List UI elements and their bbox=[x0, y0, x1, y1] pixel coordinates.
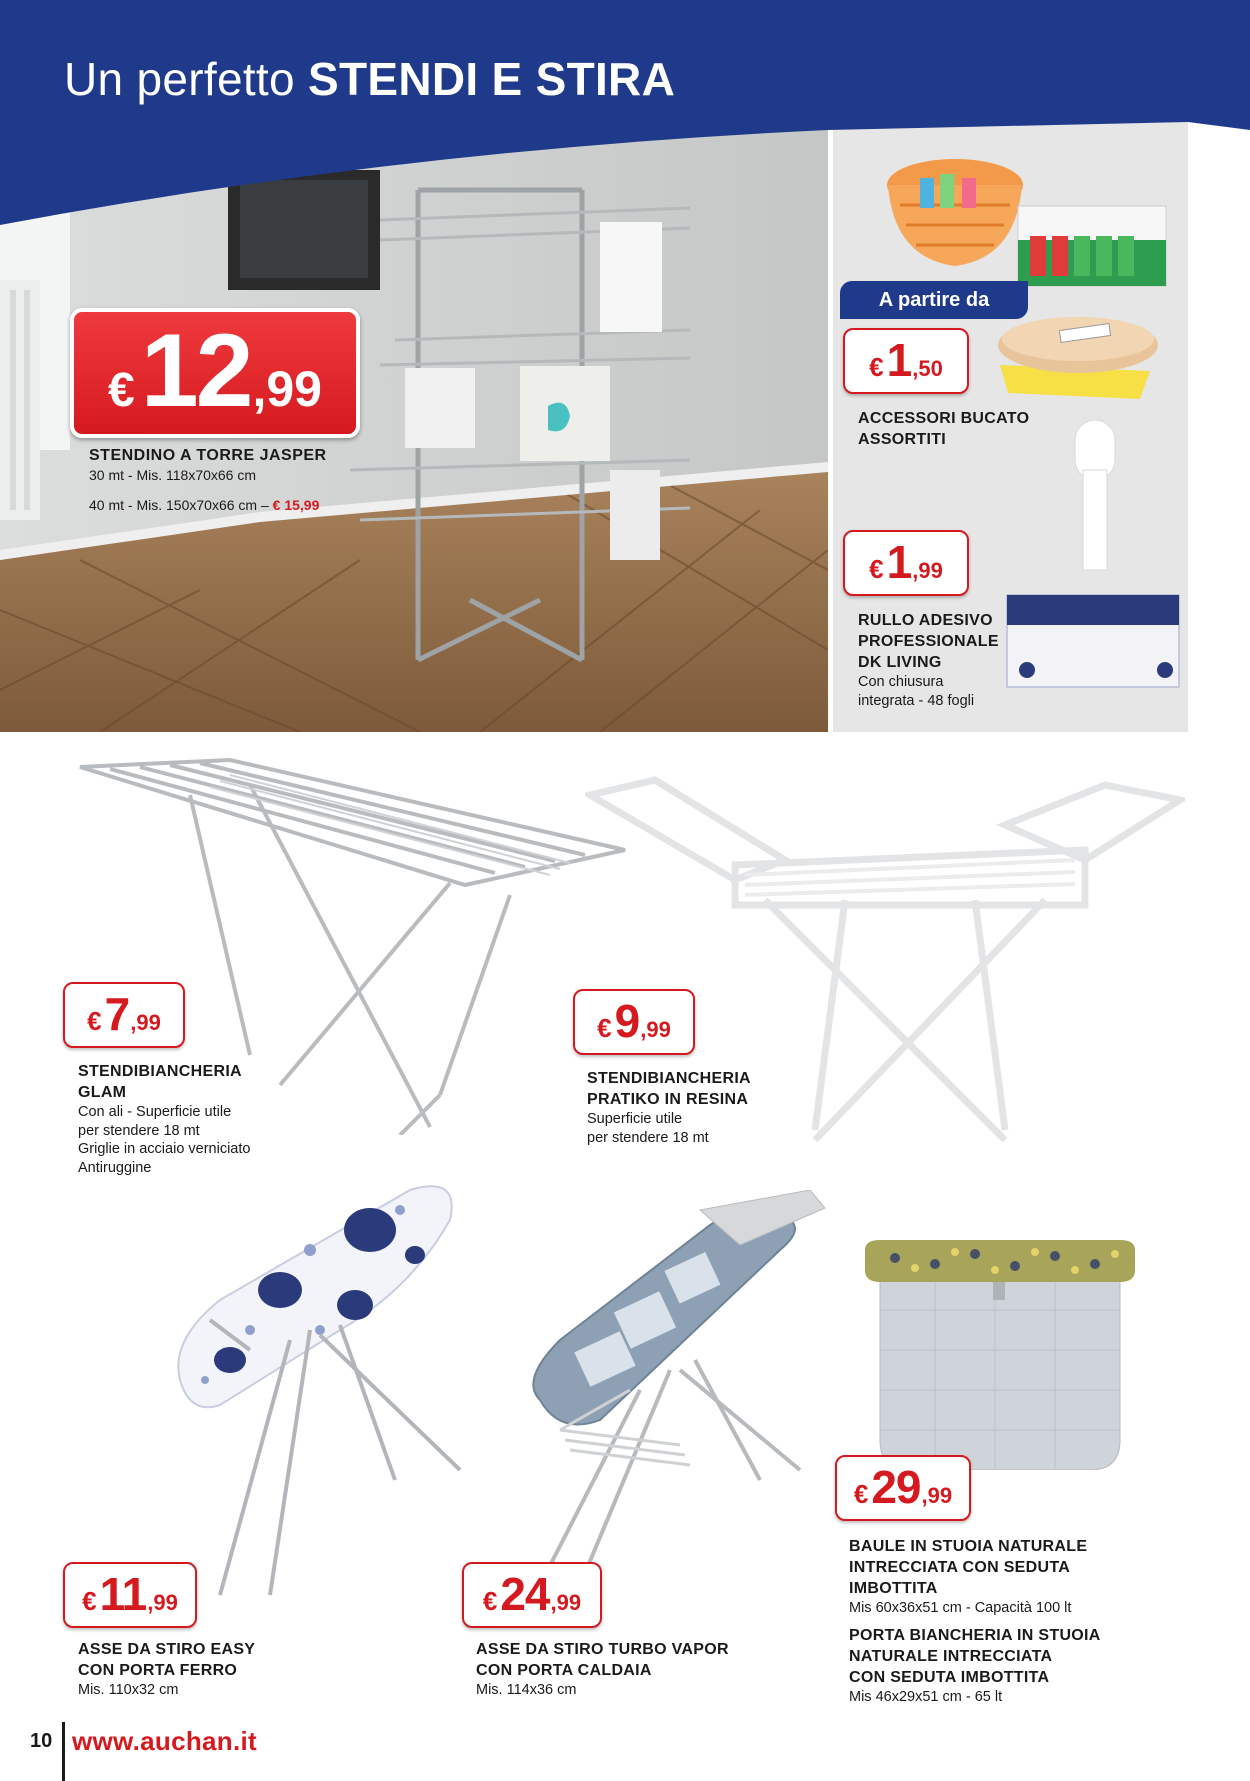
price-decimal: ,99 bbox=[640, 1017, 671, 1042]
product-info-rullo bbox=[858, 610, 999, 710]
product-desc-line: Antiruggine bbox=[78, 1159, 152, 1176]
product-name-line: INTRECCIATA CON SEDUTA bbox=[849, 1559, 1071, 1576]
price-tag-turbo bbox=[462, 1562, 602, 1628]
product-name-line: CON PORTA CALDAIA bbox=[476, 1662, 652, 1679]
product-name-line: BAULE IN STUOIA NATURALE bbox=[849, 1538, 1088, 1555]
price-integer: 1 bbox=[886, 536, 912, 588]
product-info-pratiko bbox=[587, 1068, 751, 1147]
hero-product-name: STENDINO A TORRE JASPER bbox=[89, 447, 327, 464]
product-name-line: PROFESSIONALE bbox=[858, 633, 999, 650]
product-name-line: RULLO ADESIVO bbox=[858, 612, 993, 629]
accessori-bucato-image bbox=[880, 150, 1170, 290]
hero-product-spec-1: 30 mt - Mis. 118x70x66 cm bbox=[89, 467, 257, 483]
price-decimal: ,99 bbox=[252, 361, 322, 417]
hero-spec-2-text: 40 mt - Mis. 150x70x66 cm – bbox=[89, 497, 273, 513]
product-name-line: ASSE DA STIRO TURBO VAPOR bbox=[476, 1641, 729, 1658]
price-tag-accessori bbox=[843, 328, 969, 394]
price-currency: € bbox=[108, 364, 135, 417]
hero-product-info bbox=[89, 447, 327, 513]
product-desc-line: Mis. 110x32 cm bbox=[78, 1682, 179, 1698]
product-name-line: IMBOTTITA bbox=[849, 1580, 938, 1597]
product-name-line: PORTA BIANCHERIA IN STUOIA bbox=[849, 1626, 1101, 1644]
website-link[interactable]: www.auchan.it bbox=[72, 1726, 257, 1756]
product-name-line: DK LIVING bbox=[858, 654, 942, 671]
product-desc-line: Superficie utile bbox=[587, 1111, 683, 1127]
price-currency: € bbox=[87, 1006, 102, 1036]
price-tag-pratiko bbox=[573, 989, 695, 1055]
product-desc-line: Mis 46x29x51 cm - 65 lt bbox=[849, 1688, 1003, 1705]
footer-divider bbox=[62, 1722, 65, 1781]
product-name-line: ASSE DA STIRO EASY bbox=[78, 1641, 256, 1658]
product-name-line: GLAM bbox=[78, 1084, 127, 1101]
price-decimal: ,99 bbox=[912, 558, 943, 583]
spazzola-image bbox=[990, 305, 1170, 405]
price-currency: € bbox=[869, 554, 884, 584]
price-tag-easy bbox=[63, 1562, 197, 1628]
product-name-line: NATURALE INTRECCIATA bbox=[849, 1647, 1053, 1665]
price-integer: 11 bbox=[99, 1568, 147, 1620]
product-name-line: STENDIBIANCHERIA bbox=[78, 1063, 242, 1080]
price-currency: € bbox=[597, 1013, 612, 1043]
rullo-adesivo-image bbox=[1005, 420, 1185, 695]
product-name-line: ACCESSORI BUCATO bbox=[858, 410, 1030, 427]
price-tag-rullo bbox=[843, 530, 969, 596]
price-tag-glam bbox=[63, 982, 185, 1048]
price-tag-baule bbox=[835, 1455, 971, 1521]
product-info-easy bbox=[78, 1639, 255, 1700]
hero-spec-2-price: € 15,99 bbox=[272, 497, 320, 513]
product-info-accessori bbox=[858, 408, 1029, 450]
price-decimal: ,99 bbox=[147, 1590, 178, 1615]
price-currency: € bbox=[869, 352, 884, 382]
product-info-glam bbox=[78, 1061, 250, 1177]
price-decimal: ,99 bbox=[550, 1590, 582, 1615]
page-title bbox=[64, 52, 675, 106]
product-desc-line: per stendere 18 mt bbox=[587, 1129, 709, 1146]
hero-product-spec-2 bbox=[89, 497, 327, 513]
price-decimal: ,50 bbox=[912, 356, 943, 381]
price-decimal: ,99 bbox=[921, 1483, 953, 1508]
product-desc-line: integrata - 48 fogli bbox=[858, 692, 975, 709]
page-title-plain: Un perfetto bbox=[64, 53, 308, 105]
product-desc-line: Mis 60x36x51 cm - Capacità 100 lt bbox=[849, 1600, 1072, 1616]
price-integer: 9 bbox=[614, 995, 640, 1047]
price-integer: 7 bbox=[104, 988, 130, 1040]
product-desc-line: Con ali - Superficie utile bbox=[78, 1104, 232, 1120]
from-price-badge: A partire da bbox=[840, 281, 1028, 319]
product-desc-line: Mis. 114x36 cm bbox=[476, 1682, 577, 1698]
asse-stiro-turbo-image bbox=[520, 1190, 840, 1590]
product-name-line: ASSORTITI bbox=[858, 431, 947, 448]
product-desc-line: Con chiusura bbox=[858, 674, 944, 690]
product-desc-line: per stendere 18 mt bbox=[78, 1122, 200, 1139]
price-integer: 24 bbox=[500, 1568, 550, 1620]
price-integer: 12 bbox=[140, 313, 251, 429]
baule-stuoia-image bbox=[855, 1240, 1145, 1470]
page-title-bold: STENDI E STIRA bbox=[307, 53, 676, 105]
price-integer: 1 bbox=[886, 334, 912, 386]
product-info-turbo bbox=[476, 1639, 729, 1700]
price-currency: € bbox=[482, 1586, 498, 1616]
hero-price-tag bbox=[70, 308, 360, 438]
price-decimal: ,99 bbox=[130, 1010, 161, 1035]
price-currency: € bbox=[82, 1586, 97, 1616]
asse-stiro-easy-image bbox=[160, 1180, 490, 1600]
price-integer: 29 bbox=[871, 1461, 921, 1513]
product-desc-line: Griglie in acciaio verniciato bbox=[78, 1141, 251, 1157]
price-currency: € bbox=[853, 1479, 869, 1509]
page-number: 10 bbox=[30, 1730, 53, 1752]
product-name-line: PRATIKO IN RESINA bbox=[587, 1091, 749, 1108]
product-name-line: STENDIBIANCHERIA bbox=[587, 1070, 751, 1087]
product-name-line: CON PORTA FERRO bbox=[78, 1662, 238, 1679]
product-info-baule bbox=[849, 1536, 1101, 1706]
product-name-line: CON SEDUTA IMBOTTITA bbox=[849, 1668, 1050, 1686]
